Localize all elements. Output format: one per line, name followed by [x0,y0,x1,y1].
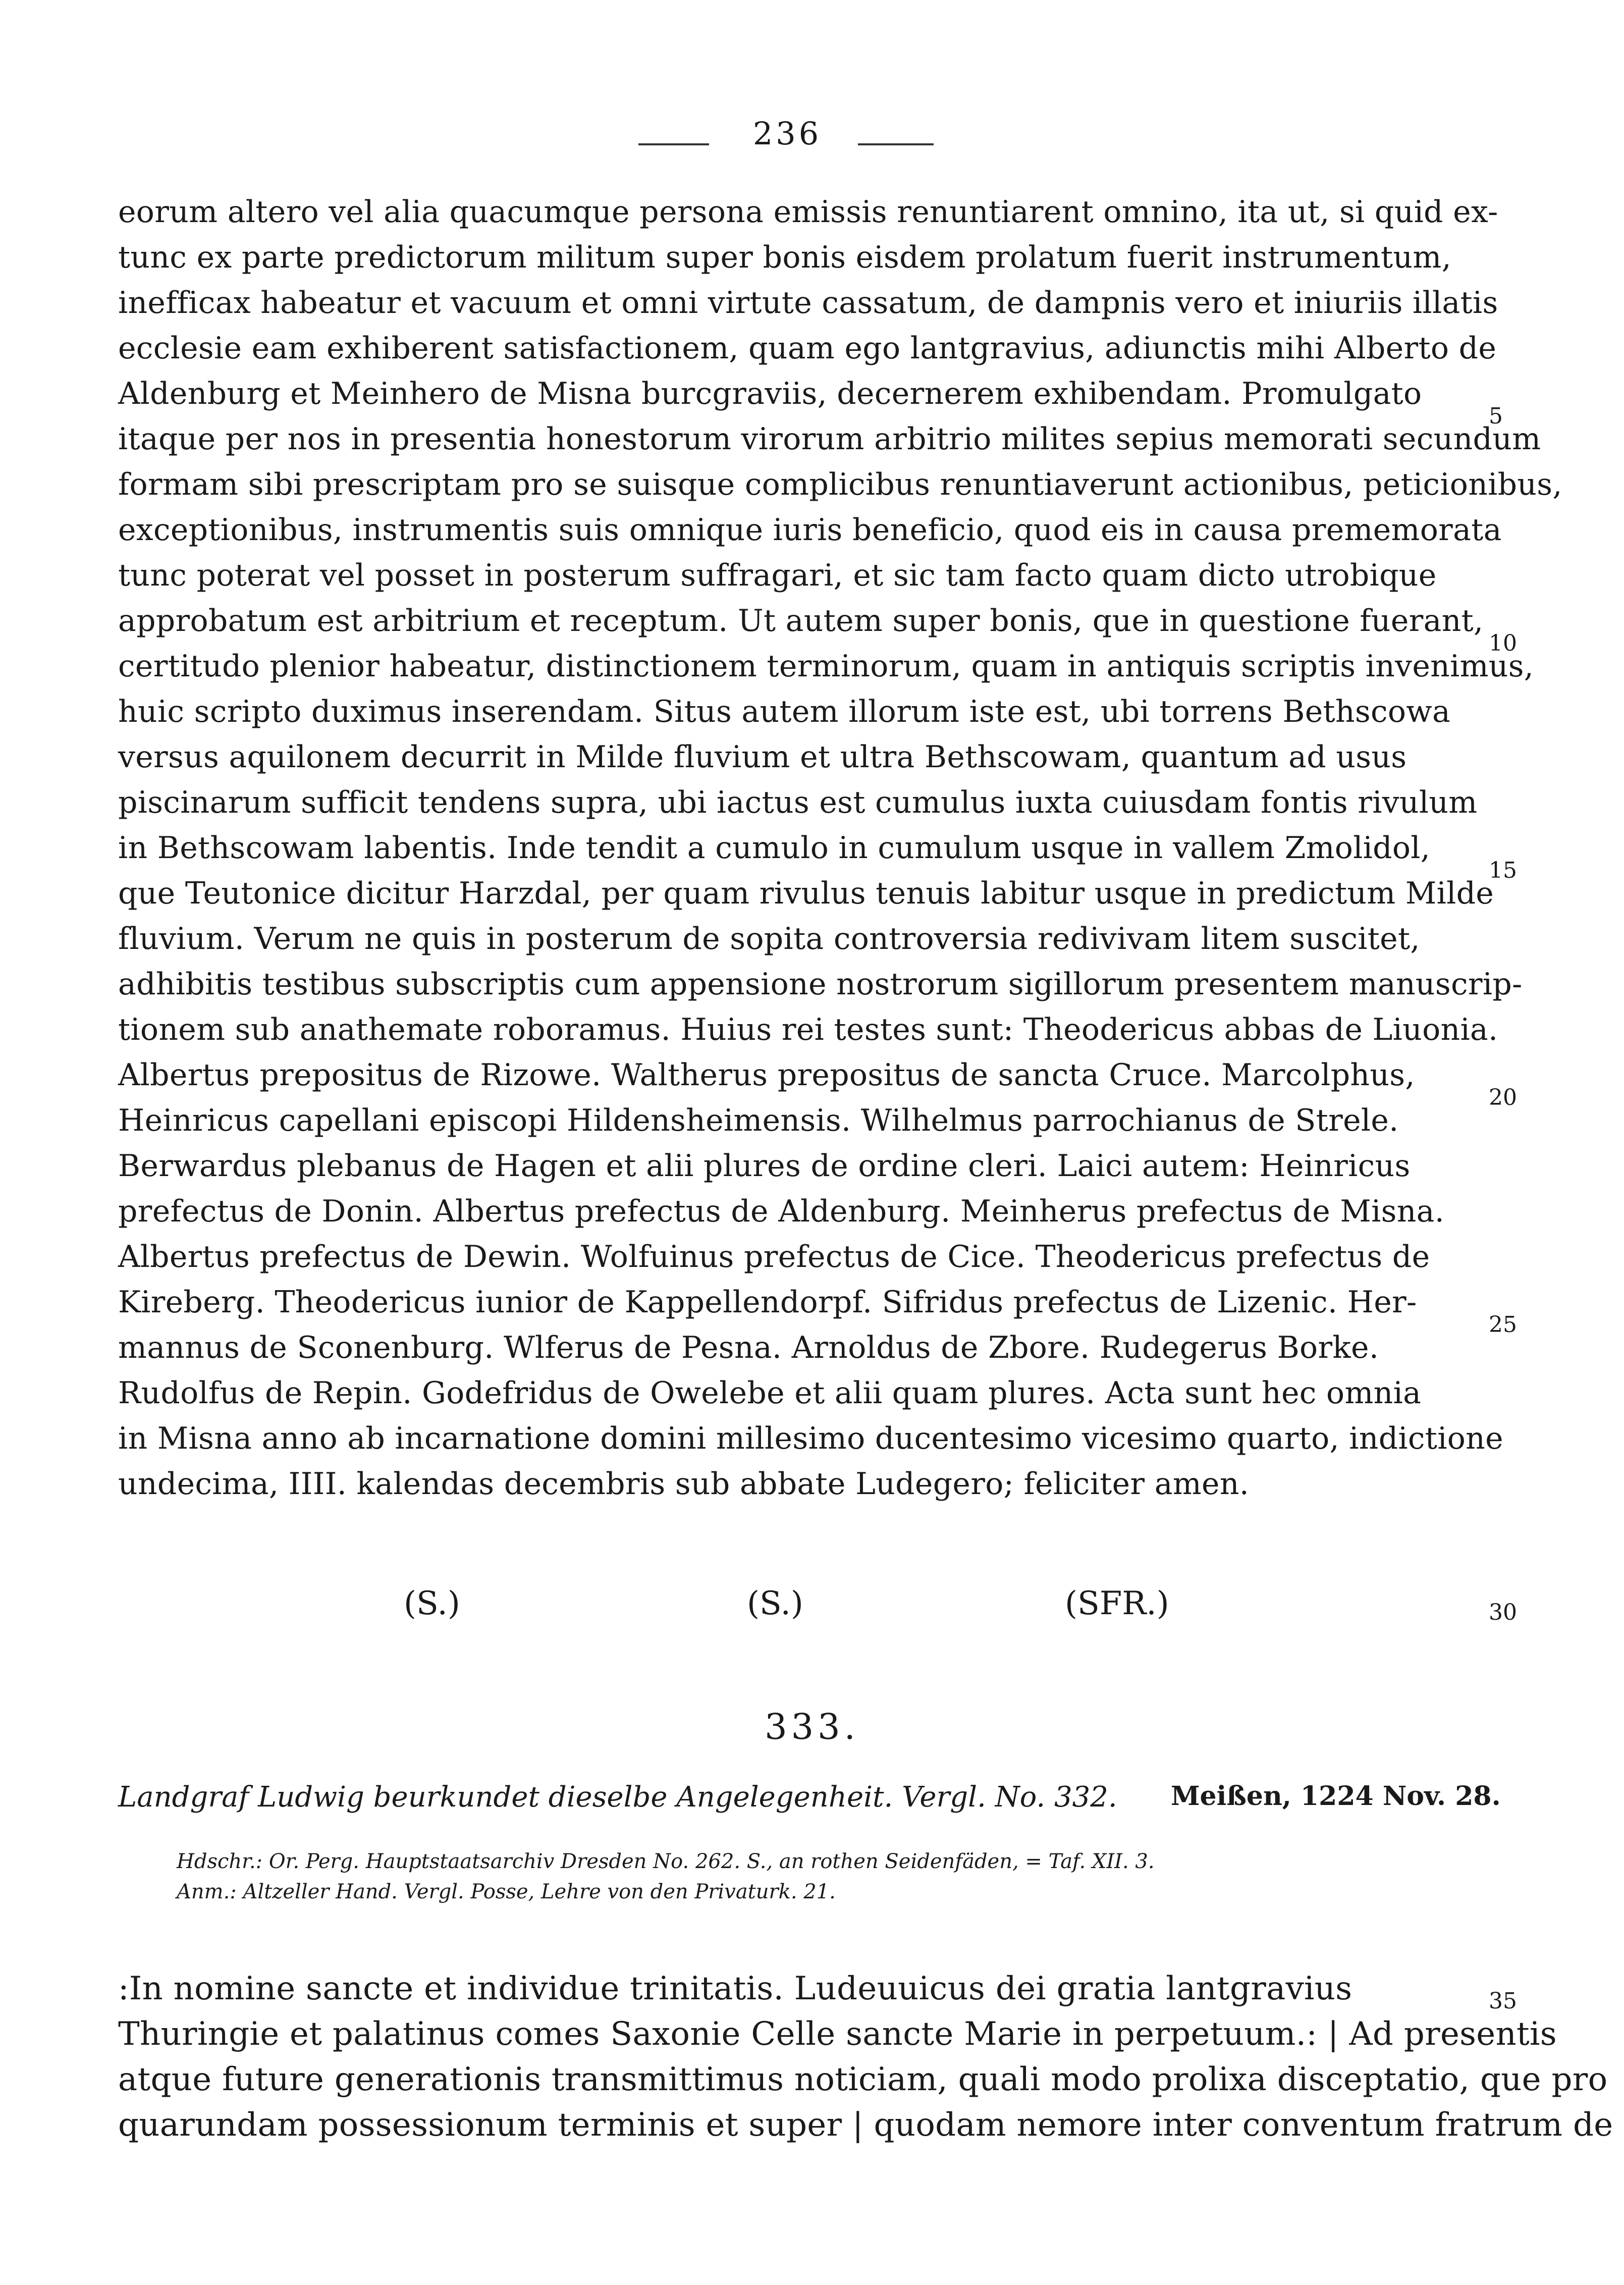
text-line: eorum altero vel alia quacumque persona emissis renuntiarent omnino, ita ut, si quid ex- [118,194,1498,230]
document-number: 333. [765,1706,859,1747]
text-line: Rudolfus de Repin. Godefridus de Owelebe et alii quam plures. Acta sunt hec omnia [118,1375,1422,1411]
regest-title: Landgraf Ludwig beurkundet dieselbe Angelegenheit. Vergl. No. 332. [118,1781,1117,1814]
line-number: 30 [1489,1600,1517,1625]
line-number: 10 [1489,630,1517,656]
text-line: que Teutonice dicitur Harzdal, per quam rivulus tenuis labitur usque in predictum Milde [118,876,1494,911]
header-rule-right [858,143,934,145]
header-rule-left [638,143,709,145]
seal-mark: (S.) [404,1585,460,1622]
regest-place-date: Meißen, 1224 Nov. 28. [1171,1781,1501,1812]
line-number: 5 [1489,403,1503,429]
text-line: Thuringie et palatinus comes Saxonie Celle sancte Marie in perpetuum.: | Ad presentis [118,2015,1557,2053]
seal-mark: (S.) [747,1585,803,1622]
line-number: 35 [1489,1988,1517,2014]
seals-row [0,1585,1624,1640]
text-line: Albertus prepositus de Rizowe. Waltherus prepositus de sancta Cruce. Marcolphus, [118,1057,1415,1093]
text-line: tunc ex parte predictorum militum super bonis eisdem prolatum fuerit instrumentum, [118,240,1451,275]
text-line: exceptionibus, instrumentis suis omnique iuris beneficio, quod eis in causa prememorata [118,512,1502,548]
text-line: tunc poterat vel posset in posterum suffragari, et sic tam facto quam dicto utrobique [118,558,1437,593]
text-line: undecima, IIII. kalendas decembris sub abbate Ludegero; feliciter amen. [118,1466,1250,1502]
manuscript-note: Hdschr.: Or. Perg. Hauptstaatsarchiv Dresden No. 262. S., an rothen Seidenfäden, = Taf. XII. 3. [177,1850,1155,1873]
text-line: atque future generationis transmittimus noticiam, quali modo prolixa disceptatio, que pro [118,2061,1608,2098]
text-line: fluvium. Verum ne quis in posterum de sopita controversia redivivam litem suscitet, [118,921,1420,956]
text-line: Heinricus capellani episcopi Hildensheimensis. Wilhelmus parrochianus de Strele. [118,1103,1399,1138]
page-header [0,115,1624,166]
text-line: Kireberg. Theodericus iunior de Kappellendorpf. Sifridus prefectus de Lizenic. Her- [118,1285,1417,1320]
text-line: itaque per nos in presentia honestorum virorum arbitrio milites sepius memorati secundum [118,421,1541,457]
text-line: inefficax habeatur et vacuum et omni virtute cassatum, de dampnis vero et iniuriis illatis [118,285,1498,321]
line-number: 15 [1489,858,1517,883]
text-line: in Misna anno ab incarnatione domini millesimo ducentesimo vicesimo quarto, indictione [118,1421,1503,1456]
text-line: mannus de Sconenburg. Wlferus de Pesna. Arnoldus de Zbore. Rudegerus Borke. [118,1330,1379,1365]
text-line: Berwardus plebanus de Hagen et alii plures de ordine cleri. Laici autem: Heinricus [118,1148,1411,1184]
line-number: 20 [1489,1085,1517,1110]
annotation-note: Anm.: Altzeller Hand. Vergl. Posse, Lehre von den Privaturk. 21. [177,1880,836,1903]
text-line: adhibitis testibus subscriptis cum appensione nostrorum sigillorum presentem manuscrip- [118,967,1523,1002]
text-line: :In nomine sancte et individue trinitatis. Ludeuuicus dei gratia lantgravius [118,1970,1352,2007]
text-line: Albertus prefectus de Dewin. Wolfuinus prefectus de Cice. Theodericus prefectus de [118,1239,1430,1274]
text-line: Aldenburg et Meinhero de Misna burcgraviis, decernerem exhibendam. Promulgato [118,376,1422,411]
text-line: formam sibi prescriptam pro se suisque complicibus renuntiaverunt actionibus, peticionibus, [118,467,1562,502]
text-line: quarundam possessionum terminis et super | quodam nemore inter conventum fratrum de [118,2106,1613,2144]
text-line: prefectus de Donin. Albertus prefectus de Aldenburg. Meinherus prefectus de Misna. [118,1194,1445,1229]
page-number: 236 [752,115,822,152]
text-line: in Bethscowam labentis. Inde tendit a cumulo in cumulum usque in vallem Zmolidol, [118,830,1431,866]
text-line: huic scripto duximus inserendam. Situs autem illorum iste est, ubi torrens Bethscowa [118,694,1451,729]
text-line: piscinarum sufficit tendens supra, ubi iactus est cumulus iuxta cuiusdam fontis rivulum [118,785,1478,820]
text-line: ecclesie eam exhiberent satisfactionem, quam ego lantgravius, adiunctis mihi Alberto de [118,331,1497,366]
text-line: certitudo plenior habeatur, distinctionem terminorum, quam in antiquis scriptis invenimus, [118,649,1534,684]
text-line: tionem sub anathemate roboramus. Huius rei testes sunt: Theodericus abbas de Liuonia. [118,1012,1498,1047]
text-line: approbatum est arbitrium et receptum. Ut autem super bonis, que in questione fuerant, [118,603,1484,639]
text-line: versus aquilonem decurrit in Milde fluvium et ultra Bethscowam, quantum ad usus [118,739,1407,775]
line-number: 25 [1489,1312,1517,1338]
seal-mark: (SFR.) [1065,1585,1169,1622]
